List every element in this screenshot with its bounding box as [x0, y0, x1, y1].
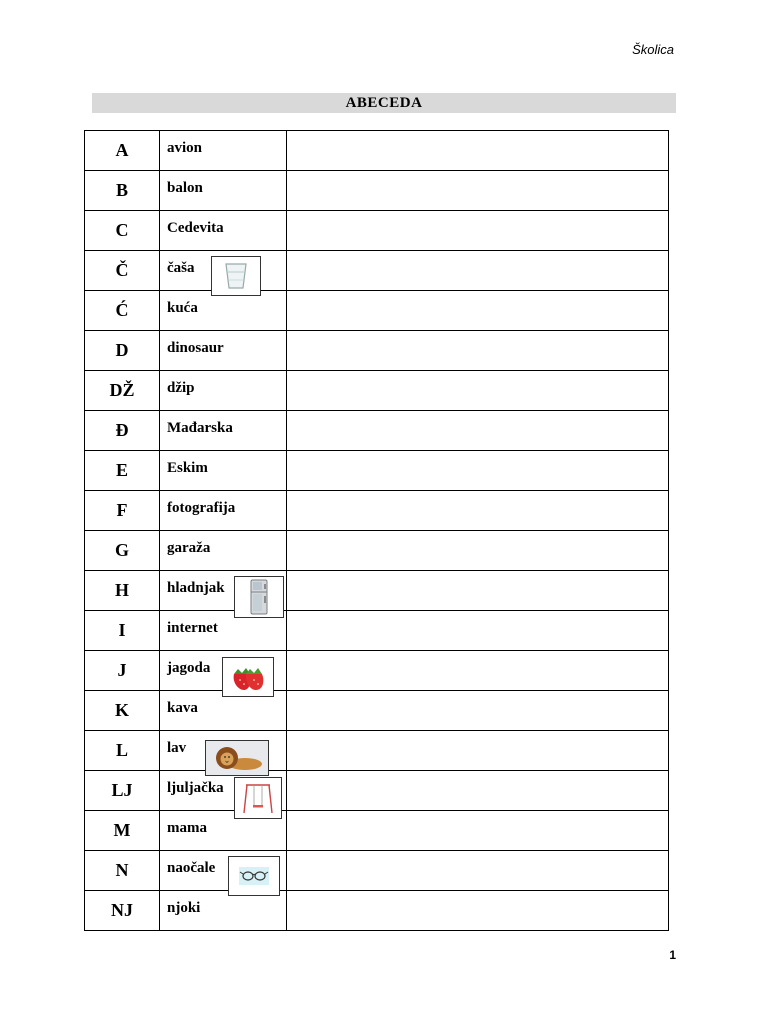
- word-text: balon: [167, 180, 203, 196]
- word-text: ljuljačka: [167, 780, 224, 796]
- letter-cell: DŽ: [85, 371, 160, 411]
- letter-cell: Č: [85, 251, 160, 291]
- word-text: Mađarska: [167, 420, 233, 436]
- word-cell: [160, 211, 287, 251]
- word-text: garaža: [167, 540, 211, 556]
- word-cell: [160, 491, 287, 531]
- writing-cell: [287, 211, 669, 251]
- word-cell: [160, 371, 287, 411]
- word-text: njoki: [167, 900, 201, 916]
- word-text: fotografija: [167, 500, 236, 516]
- letter-cell: F: [85, 491, 160, 531]
- word-text: naočale: [167, 860, 216, 876]
- word-cell: [160, 131, 287, 171]
- letter-cell: I: [85, 611, 160, 651]
- letter-cell: L: [85, 731, 160, 771]
- letter-cell: Ć: [85, 291, 160, 331]
- letter-cell: LJ: [85, 771, 160, 811]
- writing-cell: [287, 531, 669, 571]
- word-text: mama: [167, 820, 207, 836]
- table-row: [85, 571, 669, 611]
- word-text: avion: [167, 140, 203, 156]
- writing-cell: [287, 371, 669, 411]
- table-row: [85, 811, 669, 851]
- word-cell: [160, 451, 287, 491]
- word-cell: [160, 771, 287, 811]
- letter-cell: H: [85, 571, 160, 611]
- word-text: Eskim: [167, 460, 208, 476]
- letter-cell: M: [85, 811, 160, 851]
- table-row: [85, 851, 669, 891]
- table-row: [85, 691, 669, 731]
- table-row: [85, 891, 669, 931]
- table-row: [85, 251, 669, 291]
- table-row: [85, 211, 669, 251]
- letter-cell: B: [85, 171, 160, 211]
- header-brand: Školica: [632, 42, 674, 57]
- word-text: internet: [167, 620, 218, 636]
- table-row: [85, 291, 669, 331]
- table-row: [85, 731, 669, 771]
- writing-cell: [287, 171, 669, 211]
- word-text: lav: [167, 740, 187, 756]
- writing-cell: [287, 411, 669, 451]
- table-row: [85, 771, 669, 811]
- letter-cell: E: [85, 451, 160, 491]
- letter-cell: Đ: [85, 411, 160, 451]
- word-cell: [160, 571, 287, 611]
- letter-cell: A: [85, 131, 160, 171]
- word-text: Cedevita: [167, 220, 224, 236]
- writing-cell: [287, 651, 669, 691]
- table-row: [85, 171, 669, 211]
- word-cell: [160, 171, 287, 211]
- word-cell: [160, 891, 287, 931]
- writing-cell: [287, 571, 669, 611]
- word-text: kuća: [167, 300, 198, 316]
- table-row: [85, 371, 669, 411]
- writing-cell: [287, 691, 669, 731]
- word-cell: [160, 531, 287, 571]
- table-row: [85, 651, 669, 691]
- word-text: kava: [167, 700, 198, 716]
- word-cell: [160, 291, 287, 331]
- table-row: [85, 491, 669, 531]
- letter-cell: C: [85, 211, 160, 251]
- letter-cell: D: [85, 331, 160, 371]
- writing-cell: [287, 331, 669, 371]
- writing-cell: [287, 891, 669, 931]
- word-text: jagoda: [167, 660, 211, 676]
- letter-cell: K: [85, 691, 160, 731]
- table-row: [85, 131, 669, 171]
- writing-cell: [287, 451, 669, 491]
- writing-cell: [287, 771, 669, 811]
- page-number: 1: [669, 948, 676, 962]
- writing-cell: [287, 491, 669, 531]
- table-row: [85, 331, 669, 371]
- word-cell: [160, 651, 287, 691]
- writing-cell: [287, 811, 669, 851]
- writing-cell: [287, 251, 669, 291]
- word-cell: [160, 411, 287, 451]
- alphabet-table: [84, 130, 669, 931]
- writing-cell: [287, 851, 669, 891]
- writing-cell: [287, 731, 669, 771]
- table-row: [85, 411, 669, 451]
- writing-cell: [287, 291, 669, 331]
- word-cell: [160, 851, 287, 891]
- letter-cell: NJ: [85, 891, 160, 931]
- word-text: čaša: [167, 260, 195, 276]
- letter-cell: N: [85, 851, 160, 891]
- word-text: džip: [167, 380, 195, 396]
- word-text: hladnjak: [167, 580, 225, 596]
- page-title: ABECEDA: [92, 93, 676, 113]
- letter-cell: J: [85, 651, 160, 691]
- word-cell: [160, 811, 287, 851]
- word-cell: [160, 691, 287, 731]
- table-row: [85, 531, 669, 571]
- writing-cell: [287, 611, 669, 651]
- letter-cell: G: [85, 531, 160, 571]
- word-text: dinosaur: [167, 340, 224, 356]
- word-cell: [160, 731, 287, 771]
- table-row: [85, 451, 669, 491]
- word-cell: [160, 611, 287, 651]
- word-cell: [160, 251, 287, 291]
- table-row: [85, 611, 669, 651]
- word-cell: [160, 331, 287, 371]
- writing-cell: [287, 131, 669, 171]
